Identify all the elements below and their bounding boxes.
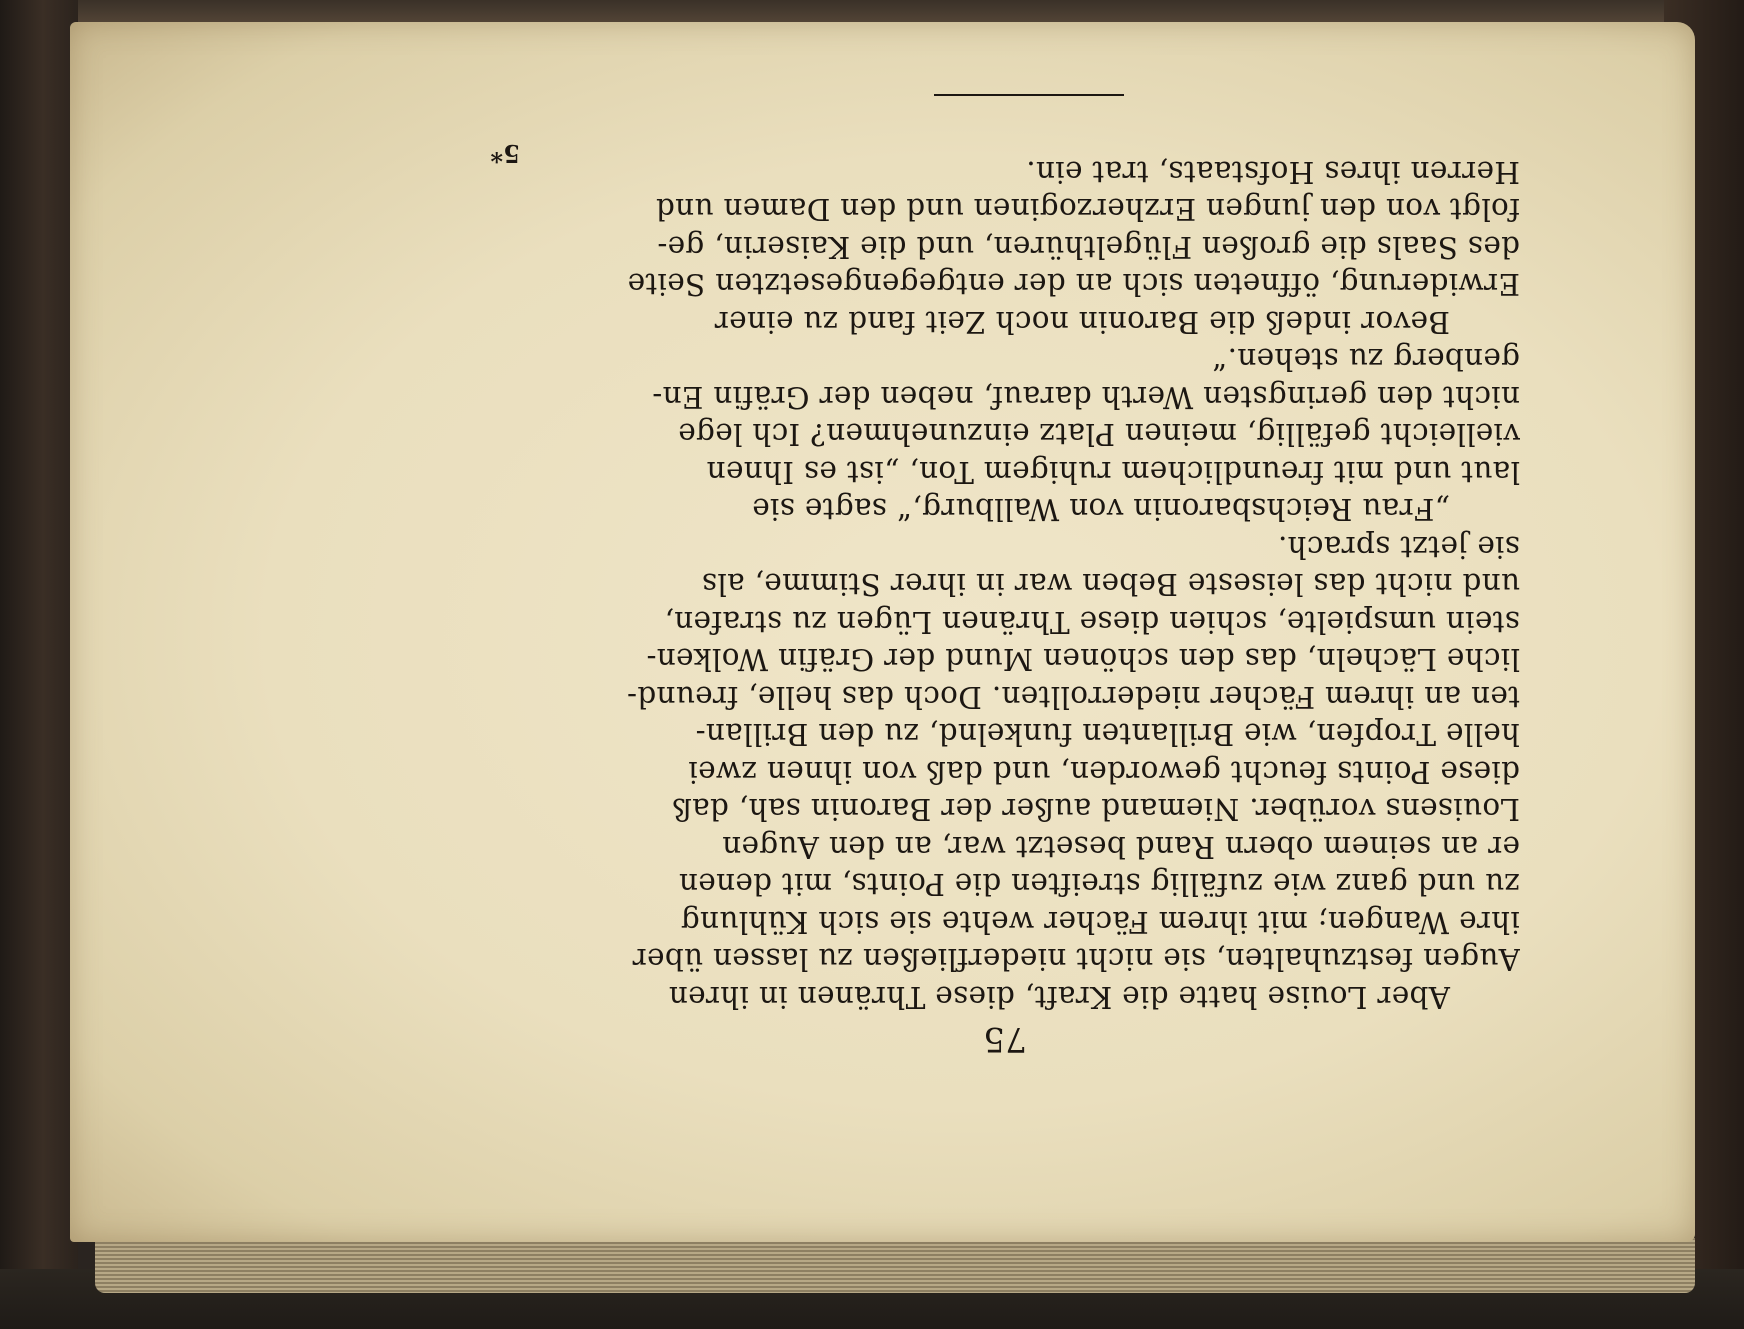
text-line: diese Points feucht geworden, und daß von ihnen zwei <box>688 755 1520 789</box>
text-line: vielleicht gefällig, meinen Platz einzunehmen? Ich lege <box>677 417 1520 452</box>
text-line: er an seinem obern Rand besetzt war, an den Augen <box>721 830 1520 864</box>
paragraph-2 <box>470 340 1520 528</box>
text-line: nicht den geringsten Werth darauf, neben der Gräfin En- <box>652 380 1520 414</box>
book-binding-left <box>0 0 78 1329</box>
text-line: sie jetzt sprach. <box>1277 530 1520 564</box>
page-text-block <box>470 117 1520 1057</box>
text-line: zu und ganz wie zufällig streiften die Points, mit denen <box>678 867 1520 902</box>
text-line: Erwiderung, öffneten sich an der entgegengesetzten Seite <box>627 267 1520 302</box>
paragraph-1 <box>470 528 1520 1016</box>
text-line: „Frau Reichsbaronin von Wallburg,“ sagte sie <box>752 492 1450 527</box>
text-line: ten an ihrem Fächer niederrollten. Doch das helle, freund- <box>626 680 1520 714</box>
book-page <box>70 22 1695 1242</box>
text-line: genberg zu stehen.“ <box>1211 342 1520 377</box>
page-number: 75 <box>983 1019 1027 1059</box>
text-line: helle Tropfen, wie Brillanten funkelnd, zu den Brillan- <box>695 717 1520 752</box>
text-line: stein umspielte, schien diese Thränen Lügen zu strafen, <box>664 605 1520 639</box>
page-edges <box>95 1238 1695 1293</box>
text-line: Aber Louise hatte die Kraft, diese Thränen in ihren <box>668 980 1450 1014</box>
text-line: ihre Wangen; mit ihrem Fächer wehte sie sich Kühlung <box>680 905 1520 939</box>
section-divider <box>934 95 1124 97</box>
text-line: laut und mit freundlichem ruhigem Ton, „ist es Ihnen <box>706 455 1520 489</box>
text-line: Herren ihres Hofstaats, trat ein. <box>1026 155 1520 189</box>
text-line: Bevor indeß die Baronin noch Zeit fand zu einer <box>714 305 1450 339</box>
text-line: des Saals die großen Flügelthüren, und die Kaiserin, ge- <box>657 230 1520 264</box>
text-line: Augen festzuhalten, sie nicht niederfließen zu lassen über <box>632 942 1520 977</box>
text-line: Louisens vorüber. Niemand außer der Baronin sah, daß <box>671 792 1520 827</box>
printer-signature-mark: 5* <box>490 139 520 169</box>
text-line: liche Lächeln, das den schönen Mund der Gräfin Wolken- <box>646 642 1520 677</box>
text-line: und nicht das leiseste Beben war in ihrer Stimme, als <box>701 567 1520 602</box>
text-line: folgt von den jungen Erzherzoginen und den Damen und <box>655 192 1520 227</box>
paragraph-3 <box>470 153 1520 341</box>
